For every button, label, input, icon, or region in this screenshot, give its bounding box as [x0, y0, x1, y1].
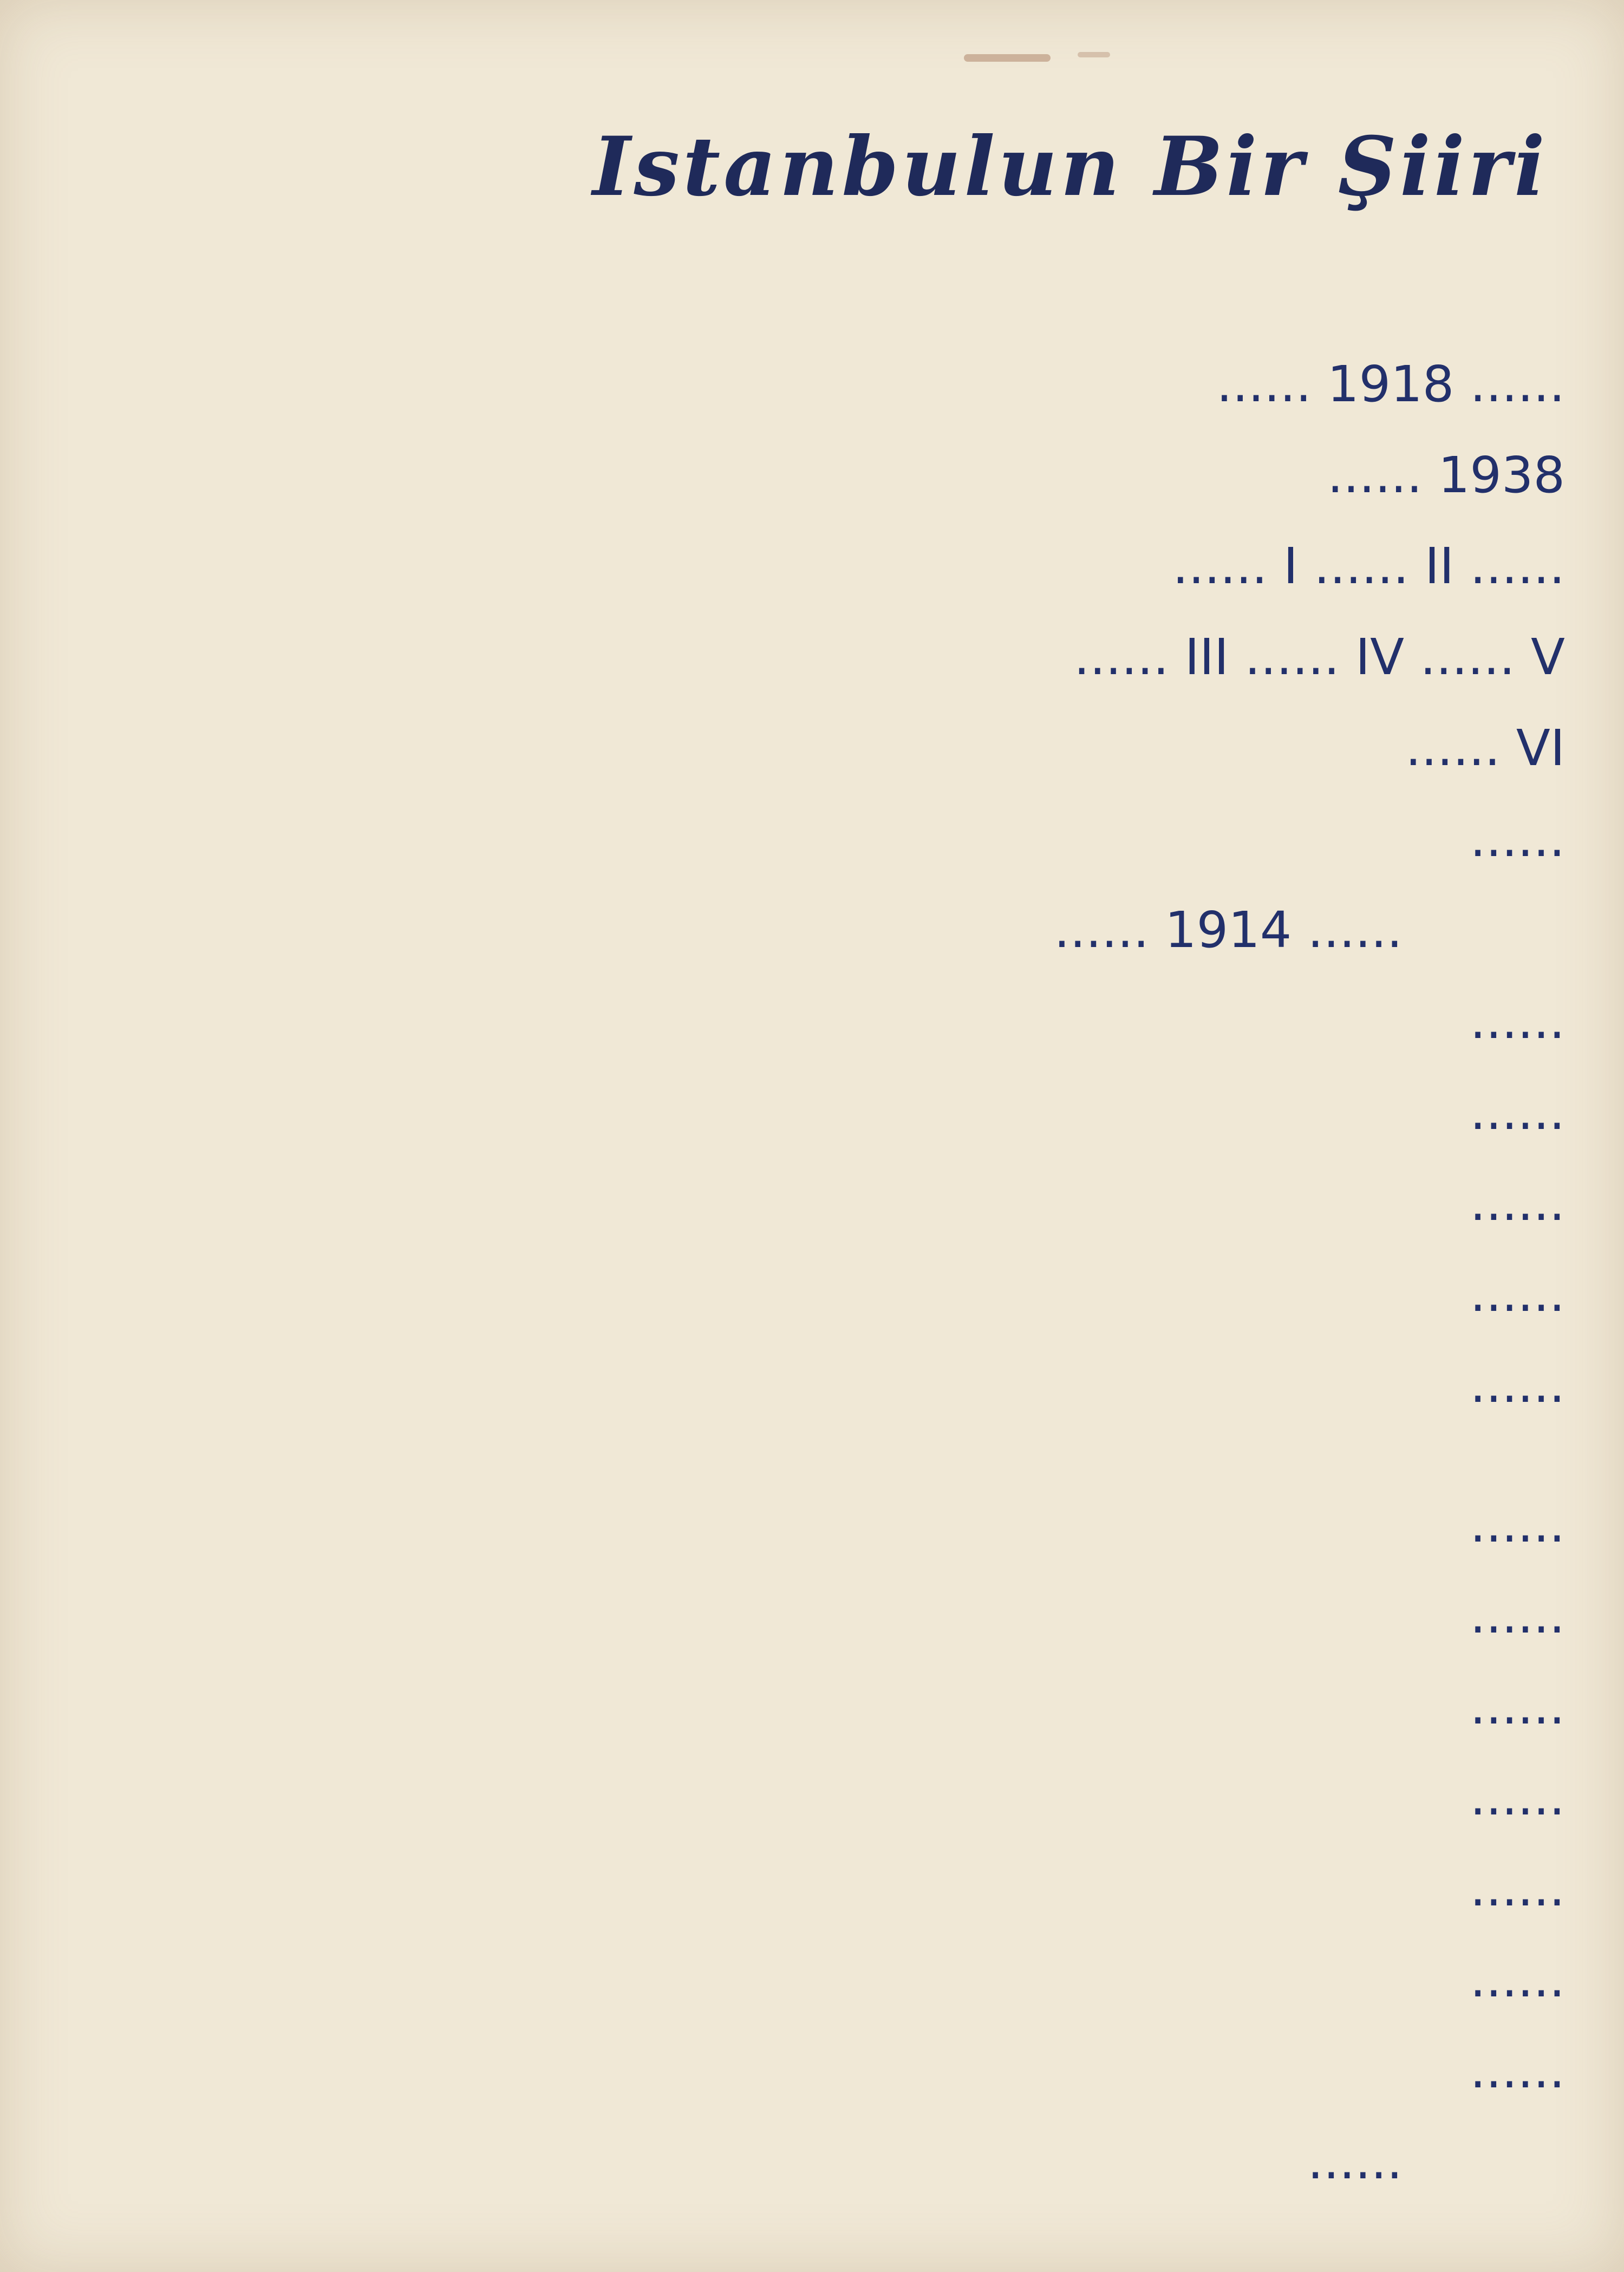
manuscript-line: 1938 ......	[1327, 446, 1565, 504]
manuscript-line: III ...... IV ...... V ......	[1073, 628, 1565, 686]
manuscript-line: ...... 1914 ......	[1054, 901, 1403, 959]
manuscript-title: Istanbulun Bir Şiiri	[592, 119, 1548, 214]
manuscript-line: ......	[1470, 1950, 1565, 2008]
ink-stain	[964, 54, 1051, 62]
manuscript-line: ......	[1470, 810, 1565, 868]
manuscript-line: ......	[1470, 992, 1565, 1050]
manuscript-line: ......	[1470, 1677, 1565, 1735]
ink-stain-small	[1078, 52, 1110, 57]
manuscript-line: ......	[1470, 1768, 1565, 1826]
manuscript-line: VI ......	[1405, 719, 1565, 777]
manuscript-line: ......	[1470, 1265, 1565, 1323]
manuscript-line: ......	[1470, 2041, 1565, 2099]
manuscript-line: ......	[1307, 2132, 1403, 2190]
manuscript-line: ......	[1470, 1356, 1565, 1414]
manuscript-body	[60, 347, 1565, 2188]
manuscript-line: ......	[1470, 1083, 1565, 1141]
manuscript-line: ......	[1470, 1587, 1565, 1644]
manuscript-line: ......	[1470, 1174, 1565, 1232]
manuscript-line: ......	[1470, 1496, 1565, 1553]
manuscript-line: ...... I ...... II ......	[1172, 537, 1565, 595]
manuscript-line: ...... 1918 ......	[1216, 355, 1565, 413]
manuscript-line: ......	[1470, 1859, 1565, 1917]
